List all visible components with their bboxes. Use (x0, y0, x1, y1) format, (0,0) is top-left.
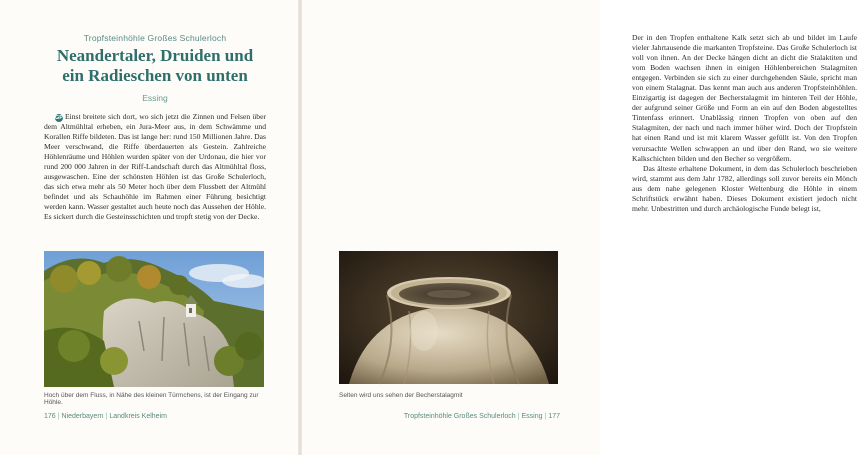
location-label: Essing (142, 93, 168, 103)
chapter-title-line-2: ein Radieschen von unten (62, 66, 248, 85)
page-number-left: 176 (44, 413, 56, 420)
left-body-text (44, 112, 266, 250)
chapter-title (44, 46, 266, 86)
right-paragraph-1: Der in den Tropfen enthaltene Kalk setzt sich ab und bildet im Laufe vieler Jahrtausende die markanten Tropfsteine. Das Große Schulerloch ist voll von ihnen. An der Decke hängen dicht an dicht die Stalaktiten und vom Boden wachsen ihnen in einigen Höhlenbereichen Stalagmiten entgegen. Verbinden sie sich zu einer durchgehenden Säule, spricht man von einem Stalagnat. Das kennt man auch aus anderen Tropfsteinhöhlen. Einzigartig ist dagegen der Becherstalagmit im hinteren Teil der Höhle, der aufgrund seiner Größe und Form an ein auf den Boden abgestelltes Tintenfass erinnert. Unablässig rinnen Tropfen von oben auf den Stalagmiten, der nach und nach immer höher wird. Doch der Tropfstein hat einen Rand und ist mit klarem Wasser gefüllt ist. Von den Tropfen verursachte Wellen schwappen an und über den Rand, wo sie weitere Kalkschichten bilden und den Becher so vergrößern. (632, 33, 857, 163)
footer-area: Landkreis Kelheim (109, 413, 167, 420)
page-number-right: 177 (548, 413, 560, 420)
cliff-photo-illustration (44, 251, 264, 387)
footer-separator: | (105, 413, 108, 420)
footer-separator: | (517, 413, 520, 420)
footer-chapter-title: Tropfsteinhöhle Großes Schulerloch (403, 413, 516, 420)
topic-heading: Tropfsteinhöhle Großes Schulerloch (83, 33, 227, 43)
right-body-text (632, 33, 857, 238)
gps-marker-icon: GPS (55, 115, 67, 121)
left-body-content: Einst breitete sich dort, wo sich jetzt die Zinnen und Felsen über dem Altmühltal erheben, ein Jura-Meer aus, in dem Schwämme und Korallen Riffe bildeten. Das ist lange her: rund 150 Millionen Jahre. Das Meer verschwand, die Riffe überdauerten als Gestein. Zahlreiche Höhlenräume und Höhlen wurden später von der Urdonau, die hier vor rund 200 000 Jahren in der Riff-Landschaft durch das Altmühltal floss, ausgewaschen. Eine der schönsten Höhlen ist das Große Schulerloch, das sich etwa mehr als 50 Meter hoch über dem Flussbett der Altmühl befindet und als Schauhöhle im Rahmen einer Führung besichtigt werden kann. Wasser gestaltet auch heute noch das Aussehen der Höhle. Es sickert durch die Gesteinsschichten und tropft stetig von der Decke. (44, 112, 266, 222)
photo-cup-stalagmite (339, 251, 558, 384)
right-paragraph-2: Das älteste erhaltene Dokument, in dem das Schulerloch beschrieben wird, stammt aus dem Jahr 1782, allerdings soll zuvor bereits ein Mönch aus dem nahe gelegenen Kloster Weltenburg die Höhle in einem Schriftstück erwähnt haben. Dieses Dokument existiert jedoch nicht mehr. Unbestritten und durch archäologische Funde belegt ist, (632, 163, 857, 213)
right-running-footer (404, 413, 560, 420)
photo-caption-left: Hoch über dem Fluss, in Nähe des kleinen Türmchens, ist der Eingang zur Höhle. (44, 392, 259, 406)
footer-region: Niederbayern (61, 413, 104, 420)
photo-cliff-with-tower (44, 251, 264, 387)
left-running-footer (44, 413, 167, 420)
photo-caption-right: Selten wird uns sehen der Becherstalagmit (339, 392, 463, 399)
stalagmite-photo-illustration (339, 251, 558, 384)
footer-separator: | (57, 413, 60, 420)
right-page (300, 0, 857, 455)
footer-separator: | (544, 413, 547, 420)
footer-place: Essing (521, 413, 543, 420)
chapter-title-line-1: Neandertaler, Druiden und (56, 46, 254, 65)
left-page (0, 0, 300, 455)
